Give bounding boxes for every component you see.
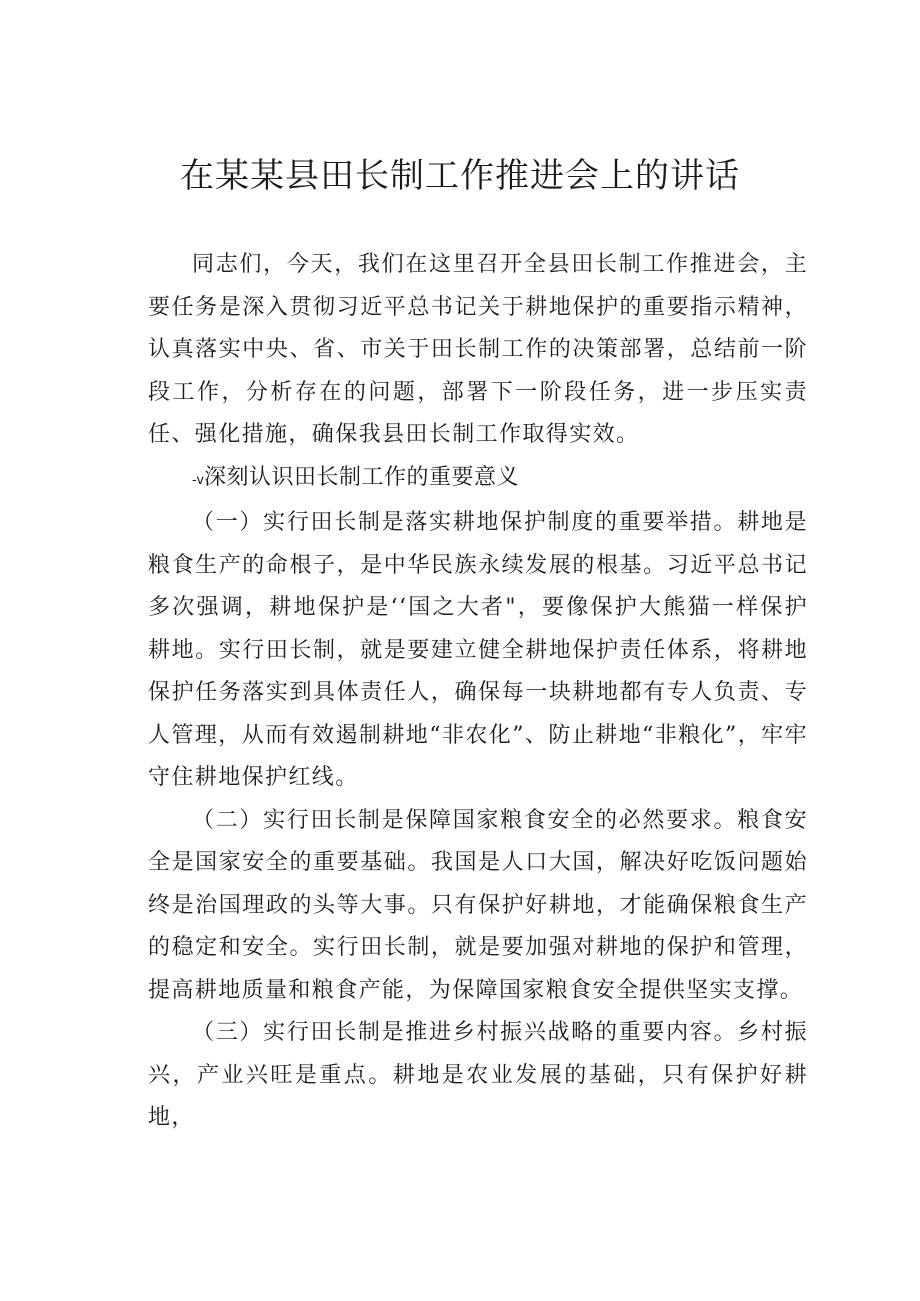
intro-paragraph: 同志们，今天，我们在这里召开全县田长制工作推进会，主要任务是深入贯彻习近平总书记关于耕地保护的重要指示精神，认真落实中央、省、市关于田长制工作的决策部署，总结前一阶段工作，分析存在的问题，部署下一阶段任务，进一步压实责任、强化措施，确保我县田长制工作取得实效。 [148, 252, 808, 447]
section-heading [148, 457, 808, 503]
section-heading-text: 深刻认识田长制工作的重要意义 [204, 464, 520, 490]
document-title: 在某某县田长制工作推进会上的讲话 [180, 156, 740, 196]
paragraph-2: （二）实行田长制是保障国家粮食安全的必然要求。粮食安全是国家安全的重要基础。我国是人口大国，解决好吃饭问题始终是治国理政的头等大事。只有保护好耕地，才能确保粮食生产的稳定和安全。实行田长制，就是要加强对耕地的保护和管理，提高耕地质量和粮食产能，为保障国家粮食安全提供坚实支撑。 [148, 807, 808, 1003]
section-marker: -v [192, 472, 205, 488]
paragraph-1: （一）实行田长制是落实耕地保护制度的重要举措。耕地是粮食生产的命根子，是中华民族永续发展的根基。习近平总书记多次强调，耕地保护是‘‘国之大者"，要像保护大熊猫一样保护耕地。实行田长制，就是要建立健全耕地保护责任体系，将耕地保护任务落实到具体责任人，确保每一块耕地都有专人负责、专人管理，从而有效遏制耕地“非农化”、防止耕地“非粮化”，牢牢守住耕地保护红线。 [148, 510, 808, 790]
paragraph-3: （三）实行田长制是推进乡村振兴战略的重要内容。乡村振兴，产业兴旺是重点。耕地是农业发展的基础，只有保护好耕地， [148, 1020, 808, 1130]
document-body [148, 244, 808, 1140]
